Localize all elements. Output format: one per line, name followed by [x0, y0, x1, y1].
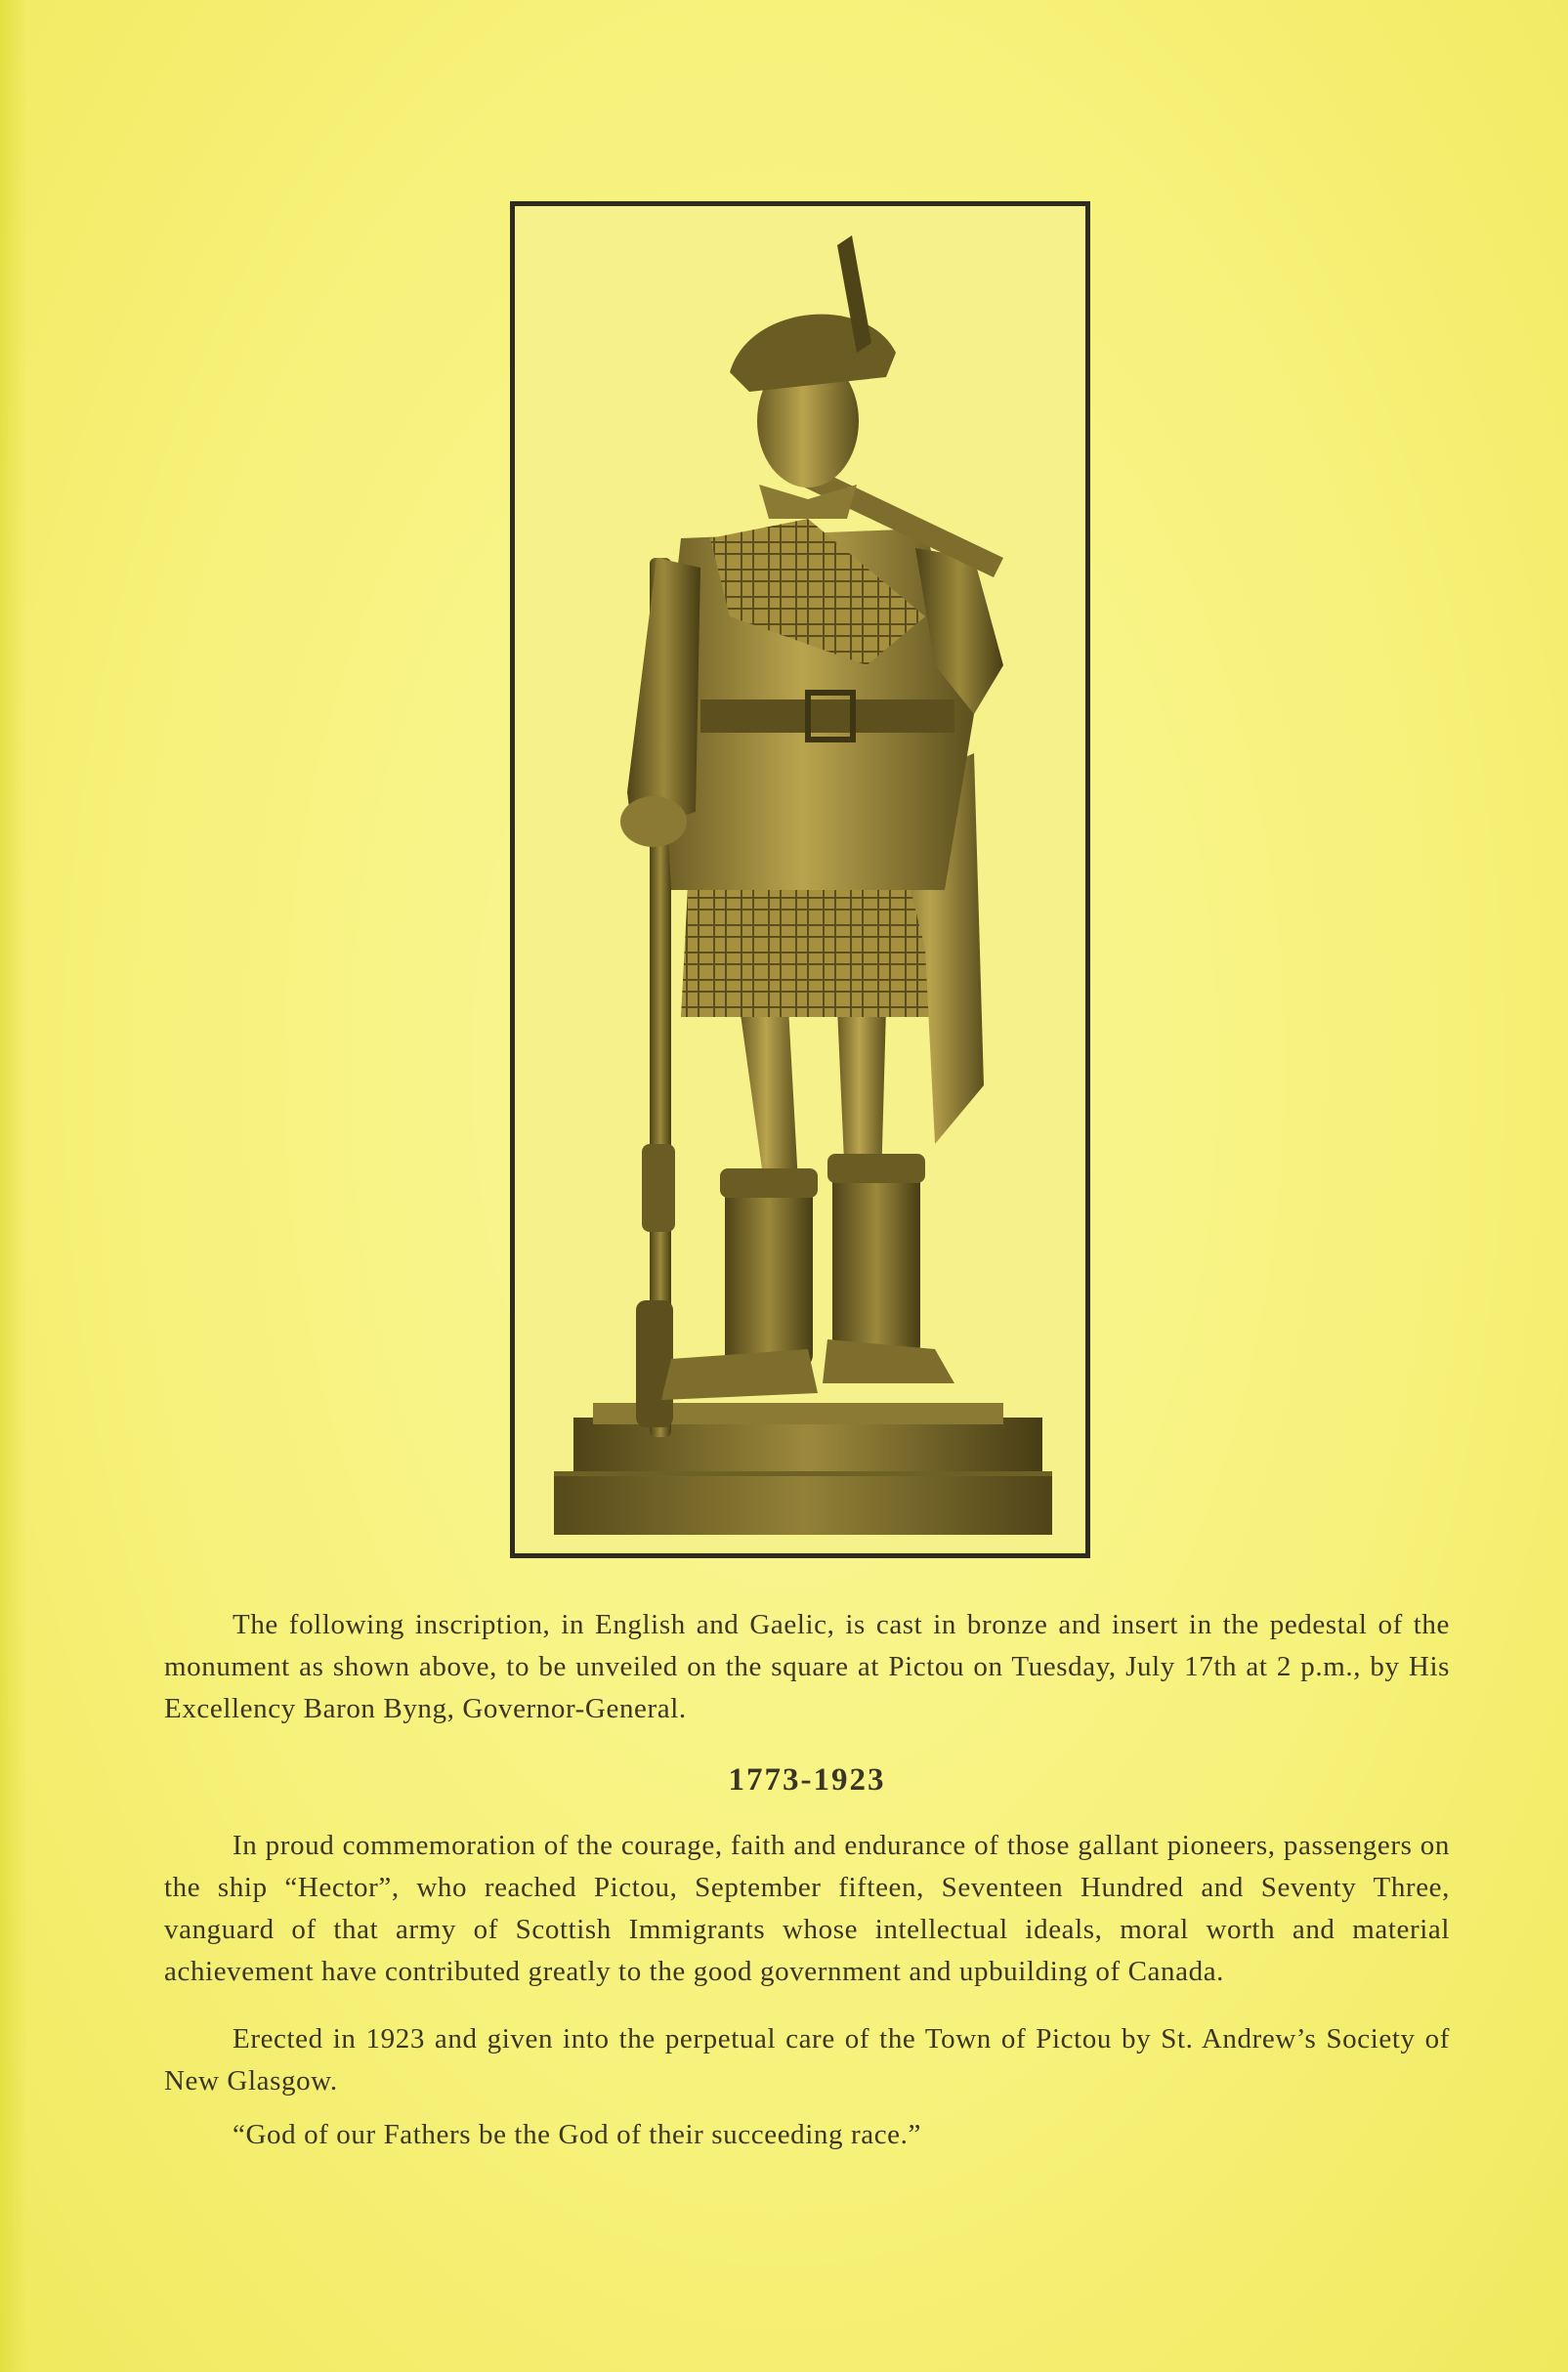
- intro-paragraph: The following inscription, in English and Gaelic, is cast in bronze and insert in the pedestal of the monument as shown above, to be unveiled on the square at Pictou on Tuesday, July 17th at 2 p.m., by His Excellency Baron Byng, Governor-General.: [164, 1609, 1450, 1724]
- statue-photograph-frame: [510, 201, 1090, 1558]
- paper-edge-shadow: [0, 0, 27, 2372]
- belt: [700, 699, 954, 733]
- years-heading: 1773-1923: [728, 1762, 886, 1798]
- pedestal: [554, 1403, 1052, 1535]
- collar: [759, 485, 857, 519]
- statue-illustration: [515, 206, 1085, 1553]
- legs: [661, 1007, 954, 1400]
- inscription-text: [164, 1604, 1450, 2156]
- motto-line: “God of our Fathers be the God of their succeeding race.”: [233, 2119, 921, 2150]
- commemoration-paragraph: In proud commemoration of the courage, faith and endurance of those gallant pioneers, passengers on the ship “Hector”, who reached Pictou, September fifteen, Seventeen Hundred and Seventy Three, vanguard of that army of Scottish Immigrants whose intellectual ideals, moral worth and material achievement have contributed greatly to the good government and upbuilding of Canada.: [164, 1830, 1450, 1987]
- bonnet: [730, 315, 896, 392]
- right-arm: [627, 558, 700, 831]
- erected-paragraph: Erected in 1923 and given into the perpetual care of the Town of Pictou by St. Andrew’s Society of New Glasgow.: [164, 2023, 1450, 2097]
